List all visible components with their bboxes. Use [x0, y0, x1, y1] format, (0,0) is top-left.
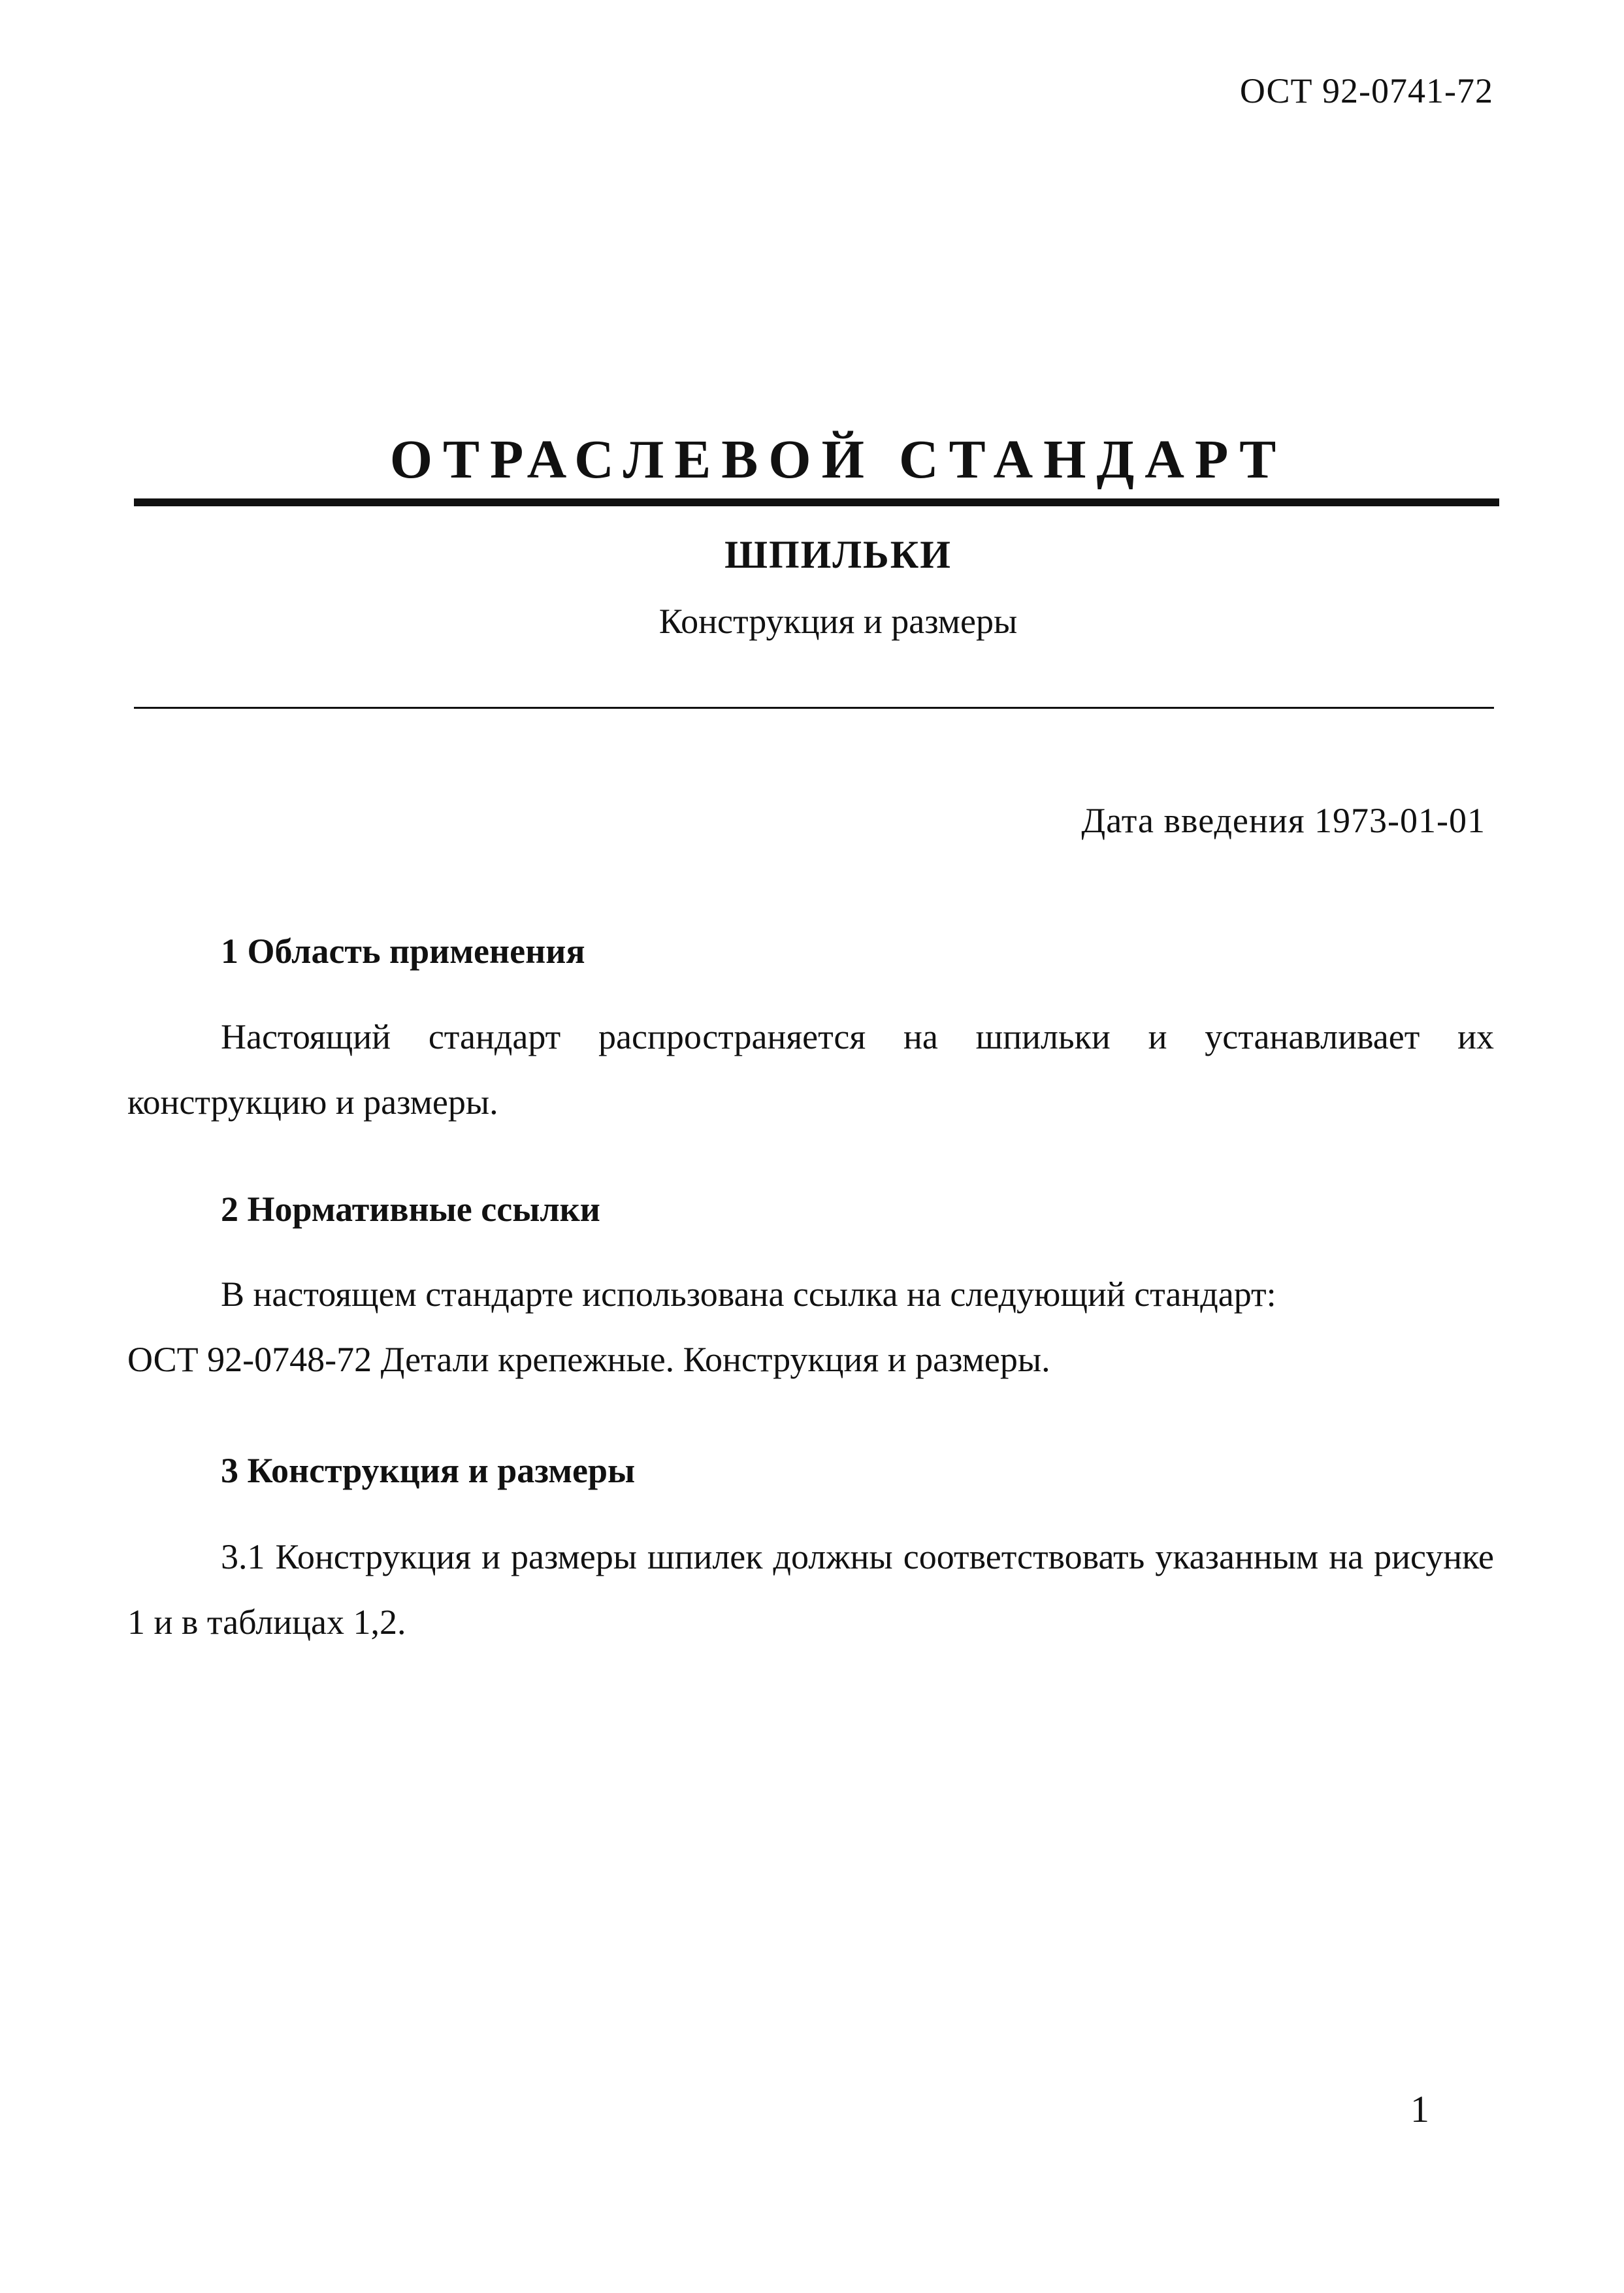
section-2-text-line-1: В настоящем стандарте использована ссылка на следующий стандарт:: [221, 1275, 1276, 1314]
document-name: ШПИЛЬКИ: [724, 533, 952, 576]
section-2-reference: ОСТ 92-0748-72 Детали крепежные. Конструкция и размеры.: [127, 1340, 1050, 1379]
section-3-text: 3.1 Конструкция и размеры шпилек должны соответствовать указанным на рисунке 1 и в таблицах 1,2.: [127, 1537, 1494, 1642]
section-1-heading: 1 Область применения: [221, 932, 585, 971]
section-1-text: Настоящий стандарт распространяется на шпильки и устанавливает их конструкцию и размеры.: [127, 1017, 1494, 1122]
page-number: 1: [1410, 2088, 1429, 2130]
introduction-date: Дата введения 1973-01-01: [1081, 801, 1486, 840]
document-subtitle: Конструкция и размеры: [658, 602, 1018, 641]
document-code-header: ОСТ 92-0741-72: [1239, 71, 1493, 110]
section-2-heading: 2 Нормативные ссылки: [221, 1190, 600, 1229]
title-separator-thin: [134, 707, 1494, 709]
section-3-heading: 3 Конструкция и размеры: [221, 1451, 636, 1490]
standard-type-title: ОТРАСЛЕВОЙ СТАНДАРТ: [389, 429, 1287, 490]
title-underline-thick: [134, 498, 1499, 506]
